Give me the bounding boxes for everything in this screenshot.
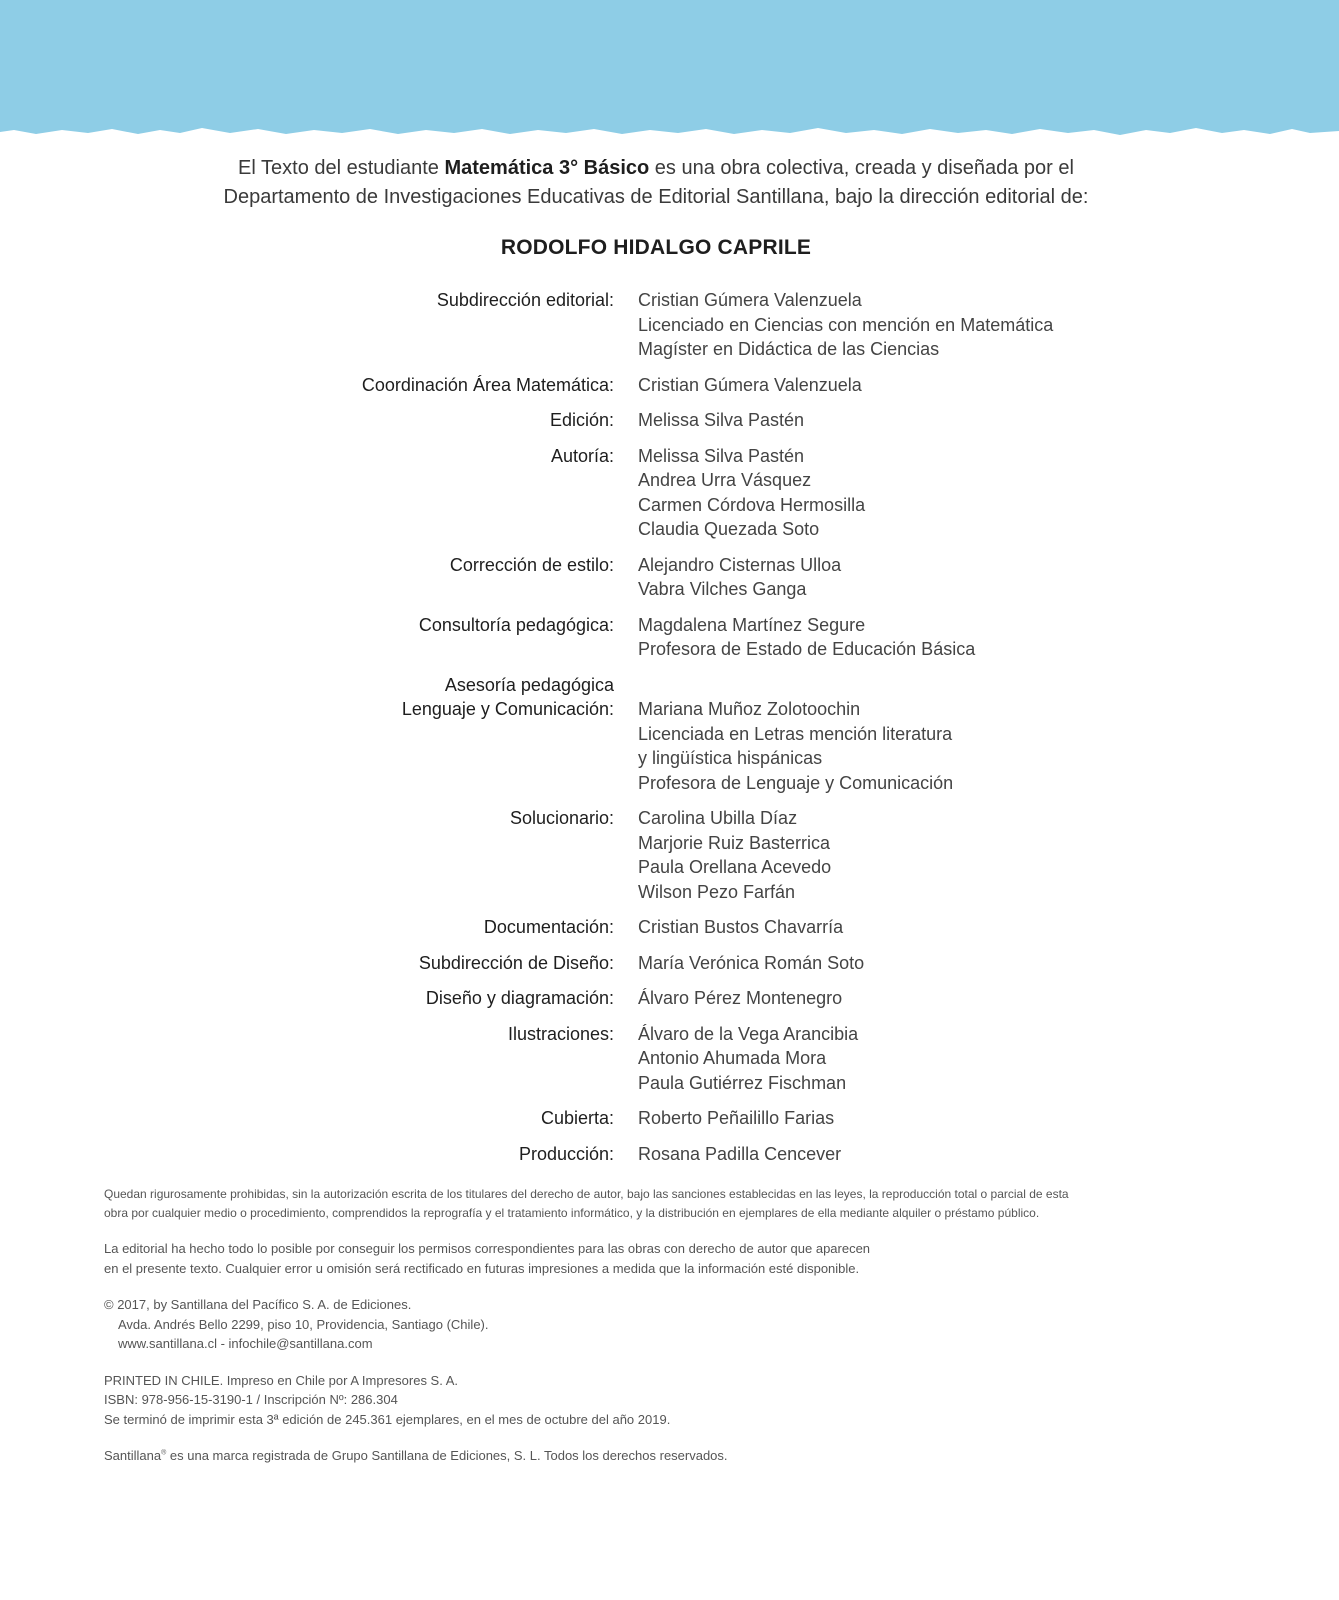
edition-line: Se terminó de imprimir esta 3ª edición de 245.361 ejemplares, en el mes de octubre del año 2019. — [104, 1411, 671, 1427]
credit-name-line — [638, 673, 953, 698]
intro-text-before: El Texto del estudiante — [238, 157, 445, 179]
credit-names — [638, 553, 841, 602]
intro-line-1 — [0, 154, 1312, 183]
credit-row — [0, 673, 1339, 796]
credit-names — [638, 986, 842, 1011]
credit-names — [638, 288, 1053, 362]
credit-role — [0, 288, 638, 362]
credit-role-line: Corrección de estilo: — [449, 554, 614, 575]
legal-notes — [104, 1185, 1144, 1483]
credit-name-line: María Verónica Román Soto — [638, 952, 865, 973]
credit-names — [638, 673, 953, 796]
credit-names — [638, 373, 862, 398]
registered-mark: ® — [161, 1449, 167, 1457]
credit-role-line: Lenguaje y Comunicación: — [401, 699, 614, 719]
trademark-text: es una marca registrada de Grupo Santillana de Ediciones, S. L. Todos los derechos reservados. — [166, 1448, 728, 1463]
credit-role-line: Consultoría pedagógica: — [418, 614, 614, 635]
trademark-name: Santillana — [104, 1448, 162, 1463]
credit-row — [0, 553, 1339, 602]
credit-name-line: y lingüística hispánicas — [638, 748, 823, 768]
credit-name-line: Melissa Silva Pastén — [638, 410, 805, 430]
credit-name-line: Andrea Urra Vásquez — [638, 470, 812, 490]
credit-name-line: Licenciado en Ciencias con mención en Matemática — [638, 314, 1054, 335]
credit-names — [638, 444, 865, 542]
printed-line: PRINTED IN CHILE. Impreso en Chile por A Impresores S. A. — [104, 1372, 459, 1388]
credit-role — [0, 1142, 638, 1167]
prohibition-line: obra por cualquier medio o procedimiento, comprendidos la reprografía y el tratamiento informático, y la distribución en ejemplares de ella mediante alquiler o préstamo público. — [104, 1205, 1040, 1220]
credit-name-line: Rosana Padilla Cencever — [638, 1143, 842, 1164]
torn-paper-banner — [0, 0, 1339, 135]
credit-name-line: Cristian Gúmera Valenzuela — [638, 290, 862, 310]
credit-names — [638, 951, 864, 976]
address-line: Avda. Andrés Bello 2299, piso 10, Providencia, Santiago (Chile). — [118, 1316, 489, 1332]
credit-role-line: Solucionario: — [509, 808, 614, 828]
credit-names — [638, 806, 831, 904]
credit-role — [0, 373, 638, 398]
credit-role — [0, 553, 638, 602]
credit-name-line: Wilson Pezo Farfán — [638, 881, 796, 902]
credit-row — [0, 408, 1339, 433]
copyright-line: © 2017, by Santillana del Pacífico S. A. de Ediciones. — [104, 1297, 412, 1312]
credit-role-line: Producción: — [518, 1143, 614, 1164]
credit-name-line: Marjorie Ruiz Basterrica — [638, 832, 831, 853]
credit-name-line: Cristian Bustos Chavarría — [638, 917, 844, 937]
isbn-line: ISBN: 978-956-15-3190-1 / Inscripción Nº: 286.304 — [104, 1392, 398, 1407]
credit-row — [0, 613, 1339, 662]
credit-role — [0, 1022, 638, 1096]
credit-names — [638, 915, 843, 940]
credit-row — [0, 1022, 1339, 1096]
credit-role-line: Ilustraciones: — [507, 1023, 614, 1044]
credit-name-line: Melissa Silva Pastén — [638, 445, 805, 466]
credit-name-line: Vabra Vilches Ganga — [638, 579, 807, 599]
intro-line-2: Departamento de Investigaciones Educativas de Editorial Santillana, bajo la dirección editorial de: — [223, 186, 1089, 208]
credit-row — [0, 915, 1339, 940]
credit-names — [638, 1022, 858, 1096]
top-banner — [0, 0, 1339, 150]
credit-name-line: Roberto Peñailillo Farias — [638, 1108, 835, 1128]
trademark-line — [104, 1446, 1144, 1466]
printing-block — [104, 1371, 1144, 1430]
credit-row — [0, 1106, 1339, 1131]
credit-role-line: Asesoría pedagógica — [444, 674, 614, 695]
credit-name-line: Paula Orellana Acevedo — [638, 857, 832, 877]
credit-name-line: Carmen Córdova Hermosilla — [638, 494, 866, 515]
prohibition-line: Quedan rigurosamente prohibidas, sin la autorización escrita de los titulares del derecho de autor, bajo las sanciones establecidas en las leyes, la reproducción total o parcial de esta — [104, 1187, 1069, 1201]
credit-role-line: Documentación: — [483, 917, 614, 937]
credit-name-line: Claudia Quezada Soto — [638, 519, 820, 539]
credit-row — [0, 1142, 1339, 1167]
credits-list — [0, 288, 1339, 1177]
permissions-line: en el presente texto. Cualquier error u omisión será rectificado en futuras impresiones a medida que la información esté disponible. — [104, 1260, 860, 1276]
credit-name-line: Magdalena Martínez Segure — [638, 614, 866, 635]
credit-names — [638, 1106, 834, 1131]
web-line: www.santillana.cl - infochile@santillana.com — [118, 1336, 373, 1351]
permissions-note — [104, 1239, 1144, 1278]
credit-role — [0, 951, 638, 976]
credit-name-line: Paula Gutiérrez Fischman — [638, 1072, 847, 1093]
credit-role-line: Subdirección de Diseño: — [418, 952, 614, 973]
credit-row — [0, 806, 1339, 904]
credit-name-line: Cristian Gúmera Valenzuela — [638, 374, 862, 395]
credit-role — [0, 806, 638, 904]
editorial-director: RODOLFO HIDALGO CAPRILE — [500, 236, 812, 259]
credit-role — [0, 613, 638, 662]
credit-role — [0, 408, 638, 433]
copyright-block — [104, 1295, 1144, 1354]
credit-name-line: Profesora de Lenguaje y Comunicación — [638, 772, 954, 793]
credit-role-line: Coordinación Área Matemática: — [361, 374, 614, 395]
credit-role — [0, 986, 638, 1011]
credit-name-line: Licenciada en Letras mención literatura — [638, 723, 953, 744]
trademark-note — [104, 1446, 1144, 1466]
credit-name-line: Profesora de Estado de Educación Básica — [638, 639, 976, 659]
credit-role — [0, 444, 638, 542]
credit-row — [0, 288, 1339, 362]
credit-row — [0, 986, 1339, 1011]
prohibition-note — [104, 1185, 1144, 1222]
credit-names — [638, 1142, 841, 1167]
credit-name-line: Mariana Muñoz Zolotoochin — [638, 699, 861, 719]
credit-role-line: Autoría: — [550, 445, 614, 466]
credit-name-line: Alejandro Cisternas Ulloa — [638, 554, 842, 575]
credit-names — [638, 613, 975, 662]
book-title: Matemática 3° Básico — [444, 157, 650, 179]
credit-name-line: Antonio Ahumada Mora — [638, 1048, 827, 1068]
credit-role-line: Edición: — [549, 410, 614, 430]
intro-text-after: es una obra colectiva, creada y diseñada por el — [649, 157, 1074, 179]
credit-role-line: Cubierta: — [540, 1108, 614, 1128]
credit-role-line: Subdirección editorial: — [436, 290, 614, 310]
credit-name-line: Magíster en Didáctica de las Ciencias — [638, 339, 940, 359]
intro-paragraph — [0, 154, 1312, 212]
credit-row — [0, 951, 1339, 976]
credit-names — [638, 408, 804, 433]
credit-name-line: Álvaro de la Vega Arancibia — [638, 1023, 859, 1044]
credit-role-line: Diseño y diagramación: — [425, 988, 614, 1008]
permissions-line: La editorial ha hecho todo lo posible por conseguir los permisos correspondientes para las obras con derecho de autor que aparecen — [104, 1241, 871, 1256]
credit-role — [0, 915, 638, 940]
credit-name-line: Álvaro Pérez Montenegro — [638, 988, 843, 1008]
credit-role — [0, 673, 638, 796]
credit-role — [0, 1106, 638, 1131]
credit-name-line: Carolina Ubilla Díaz — [638, 808, 798, 828]
credit-row — [0, 444, 1339, 542]
credit-row — [0, 373, 1339, 398]
